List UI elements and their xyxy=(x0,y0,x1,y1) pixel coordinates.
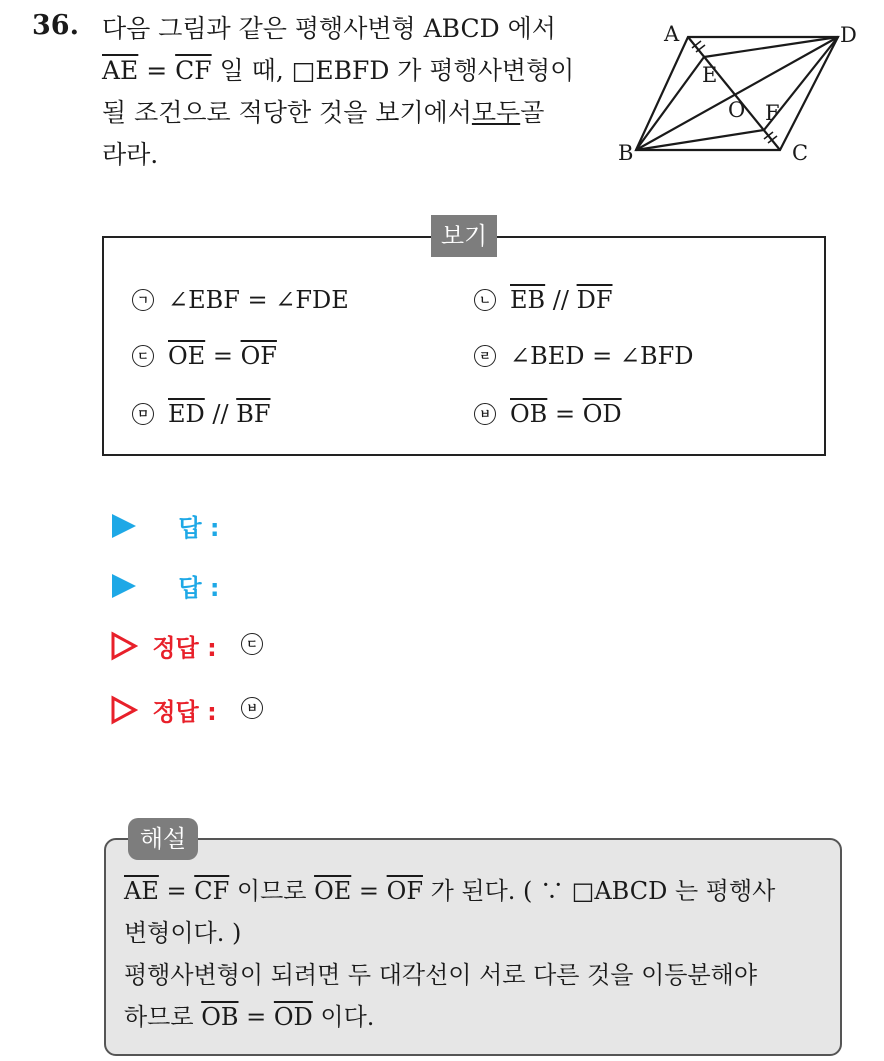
label-c: C xyxy=(792,141,809,165)
segment-ae: $\overline{AE}$ xyxy=(102,56,139,85)
option-bieup: ㅂ $\overline{OB} = \overline{OD}$ xyxy=(474,400,622,428)
outline-triangle-icon xyxy=(110,695,138,725)
question-number: 36. xyxy=(32,10,79,41)
correct-answer-1 xyxy=(110,628,277,663)
option-rieul xyxy=(474,342,694,370)
option-nieun: ㄴ $\overline{EB} // \overline{DF}$ xyxy=(474,286,613,314)
label-e: E xyxy=(702,63,718,87)
solution-title: 해설 xyxy=(128,818,198,860)
option-mieum: ㅁ $\overline{ED} // \overline{BF}$ xyxy=(132,400,271,428)
option-digeut: ㄷ $\overline{OE} = \overline{OF}$ xyxy=(132,342,277,370)
option-mark: ㄷ xyxy=(132,345,154,367)
answer-blank-1 xyxy=(112,508,220,543)
segment-be xyxy=(636,57,704,150)
option-giyeok xyxy=(132,286,349,314)
play-icon xyxy=(112,514,136,538)
underlined-all: 모두 xyxy=(471,98,521,127)
solution-text xyxy=(124,870,829,1038)
question-text xyxy=(102,8,592,176)
correct-mark: ㅂ xyxy=(241,697,263,719)
option-mark: ㄹ xyxy=(474,345,496,367)
label-b: B xyxy=(618,141,634,165)
solution-line-2: 변형이다. ) xyxy=(124,919,242,947)
option-mark: ㅂ xyxy=(474,403,496,425)
question-line-2: $\overline{AE} = \overline{CF}$ 일 때, □EBFD 가 평행사변형이 xyxy=(102,56,575,85)
solution-line-1: $\overline{AE} = \overline{CF}$ 이므로 $\overline{OE} = \overline{OF}$ 가 된다. ( ∵ □ABCD 는 평행사 xyxy=(124,877,776,905)
outline-triangle-icon xyxy=(110,631,138,661)
label-o: O xyxy=(728,98,746,122)
answer-blank-2 xyxy=(112,568,220,603)
question-line-3: 될 조건으로 적당한 것을 보기에서모두골 xyxy=(102,98,545,127)
label-a: A xyxy=(664,22,680,46)
solution-line-4: 하므로 $\overline{OB} = \overline{OD}$ 이다. xyxy=(124,1003,375,1031)
play-icon xyxy=(112,574,136,598)
answer-label: 답 : xyxy=(178,574,220,602)
option-text: ∠BED = ∠BFD xyxy=(510,342,694,370)
option-mark: ㄱ xyxy=(132,289,154,311)
option-mark: ㄴ xyxy=(474,289,496,311)
label-f: F xyxy=(765,101,780,125)
option-mark: ㅁ xyxy=(132,403,154,425)
label-d: D xyxy=(840,23,857,47)
correct-mark: ㄷ xyxy=(241,633,263,655)
solution-line-3: 평행사변형이 되려면 두 대각선이 서로 다른 것을 이등분해야 xyxy=(124,961,758,989)
diagonal-ac xyxy=(688,37,780,150)
question-line-1: 다음 그림과 같은 평행사변형 ABCD 에서 xyxy=(102,14,556,43)
parallelogram-figure xyxy=(600,15,870,175)
diagonal-bd xyxy=(636,37,838,150)
correct-answer-2 xyxy=(110,692,277,727)
bogi-title: 보기 xyxy=(431,215,497,257)
option-text: ∠EBF = ∠FDE xyxy=(168,286,349,314)
correct-label: 정답 : xyxy=(152,634,217,662)
correct-label: 정답 : xyxy=(152,698,217,726)
segment-cf: $\overline{CF}$ xyxy=(175,56,212,85)
answer-label: 답 : xyxy=(178,514,220,542)
question-line-4: 라라. xyxy=(102,140,159,169)
